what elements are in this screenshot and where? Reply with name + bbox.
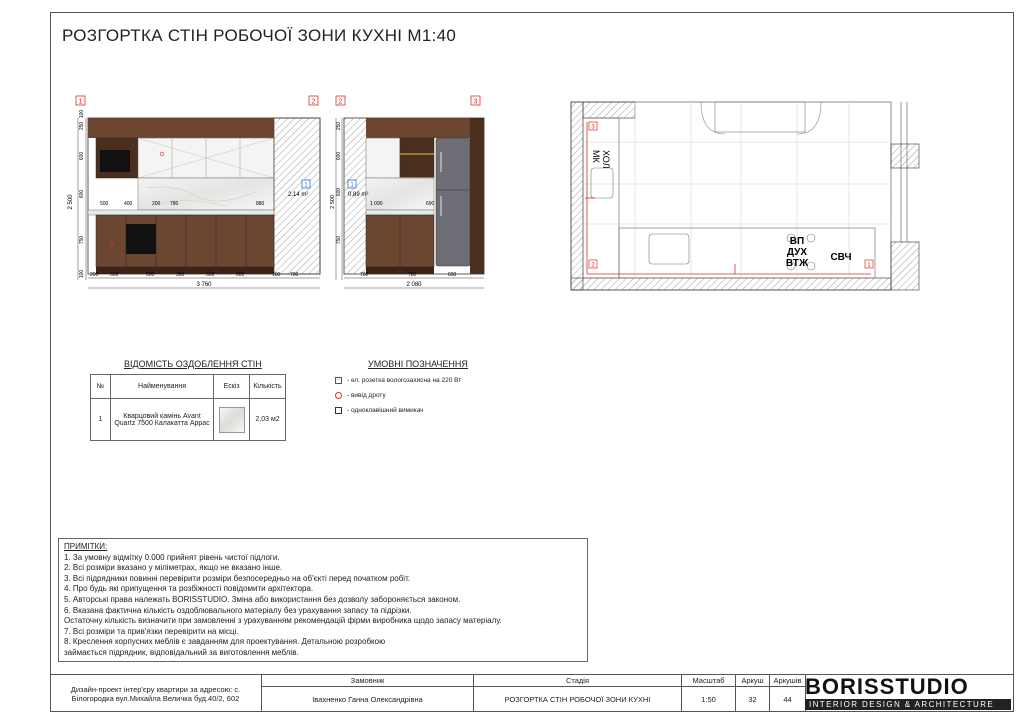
plan-marker: 2 [591, 262, 595, 269]
bottom-wall [571, 278, 891, 290]
inner-width-dim: 200 [152, 201, 161, 207]
scale-value: 1:50 [682, 687, 736, 712]
height-dim: 600 [79, 151, 85, 161]
bottom-width-dim: 700 [290, 272, 299, 278]
finish-area-value: 2.14 m² [288, 192, 309, 198]
note-line: 2. Всі розміри вказано у міліметрах, якщо не вказано інше. [64, 563, 283, 573]
brand-name: BORISSTUDIO [805, 674, 969, 699]
inner-width-dim: 690 [426, 201, 435, 207]
legend-item-label: - вивід дроту [347, 392, 386, 399]
row-name: Кварцовий камінь Avant Quartz 7500 Калакатта Аррас [110, 399, 213, 441]
built-in-oven [126, 224, 156, 254]
height-dim: 600 [336, 187, 342, 197]
plinth [366, 267, 434, 274]
total-width-dim: 3 760 [196, 282, 212, 288]
bottom-width-dim: 600 [236, 272, 245, 278]
marble-swatch-image [219, 407, 245, 433]
column [891, 144, 919, 168]
kitchen-floor-plan [565, 92, 927, 294]
col-header: № [91, 375, 111, 399]
legend-item [335, 388, 535, 403]
table-header-row [91, 375, 286, 399]
legend-item-label: - ел. розетка вологозахисна на 220 Вт [347, 377, 462, 384]
notes-title: ПРИМІТКИ: [64, 542, 108, 551]
customer-label: Замовник [262, 675, 474, 687]
note-line: 8. Креслення корпусних меблів є завданням для проектування. Детальною розробкою [64, 637, 386, 647]
switch-icon [335, 407, 342, 414]
legend-item [335, 403, 535, 418]
note-line: 4. Про будь які припущення та розбіжності повідомити архітектора. [64, 584, 314, 594]
page-title: РОЗГОРТКА СТІН РОБОЧОЇ ЗОНИ КУХНІ М1:40 [62, 26, 457, 45]
countertop [88, 210, 274, 215]
height-dim: 250 [336, 121, 342, 131]
label-mk: МК [591, 150, 601, 163]
total-width-dim: 2 080 [406, 282, 422, 288]
legend-item-label: - одноклавішний вимикач [347, 407, 424, 414]
upper-wood-panels [88, 118, 274, 138]
height-dim: 100 [79, 109, 85, 119]
bottom-width-dim: 600 [206, 272, 215, 278]
finish-tag-label: 1 [350, 182, 354, 189]
col-header: Найменування [110, 375, 213, 399]
right-wall [891, 242, 919, 290]
label-duh: ДУХ [786, 247, 808, 258]
inner-width-dim: 500 [100, 201, 109, 207]
inner-width-dim: 400 [124, 201, 133, 207]
finish-tag-label: 1 [304, 182, 308, 189]
plan-marker: 3 [591, 124, 595, 131]
note-line: займається підрядник, відповідальний за виготовлення меблів. [64, 647, 299, 657]
label-svch: СВЧ [830, 252, 852, 263]
height-dim: 750 [336, 235, 342, 245]
microwave [100, 150, 130, 172]
section-marker-label: 1 [78, 98, 83, 106]
sheet-number: 32 [736, 687, 770, 712]
elevation-b-drawing [330, 92, 490, 292]
stage-label: Стадія [474, 675, 682, 687]
label-hol: ХОЛ [601, 150, 611, 169]
sheets-total: 44 [770, 687, 806, 712]
open-shelf-cabinet [400, 138, 434, 178]
upper-wood-panels [366, 118, 484, 138]
section-marker-label: 3 [473, 98, 478, 106]
note-line: 7. Всі розміри та прив'язки перевірити на місці. [64, 626, 239, 636]
countertop [366, 210, 434, 215]
inner-width-dim: 780 [170, 201, 179, 207]
bottom-width-dim: 600 [146, 272, 155, 278]
finish-schedule-table [90, 374, 286, 441]
legend-item [335, 373, 535, 388]
row-sketch [214, 399, 250, 441]
left-wall [571, 102, 583, 290]
base-cabinets [96, 215, 274, 267]
section-marker-label: 2 [311, 98, 316, 106]
height-dim: 600 [336, 151, 342, 161]
height-dim: 750 [79, 235, 85, 245]
inner-width-dim: 880 [256, 201, 265, 207]
bottom-width-dim: 780 [408, 272, 417, 278]
sheet-label: Аркуш [736, 675, 770, 687]
height-dim: 600 [79, 189, 85, 199]
note-line: Остаточну кількість визначити при замовленні з урахуванням рекомендацій фірми виробника щодо запасу матеріалу. [64, 616, 502, 626]
inner-width-dim: 1 090 [370, 201, 383, 207]
label-vp: ВП [789, 236, 805, 247]
row-qty: 2,03 м2 [250, 399, 286, 441]
col-header: Ескіз [214, 375, 250, 399]
stage-value: РОЗГОРТКА СТІН РОБОЧОЇ ЗОНИ КУХНІ [474, 687, 682, 712]
brand-logo [805, 676, 1011, 710]
sheets-label: Аркушів [770, 675, 806, 687]
tall-cabinet-side [470, 118, 484, 274]
customer-name: Івахненко Ганна Олександрівна [262, 687, 474, 712]
table-row [91, 399, 286, 441]
legend-list [335, 373, 535, 418]
socket-icon: ·· [336, 377, 341, 383]
plinth [96, 267, 274, 274]
bottom-width-dim: 600 [110, 272, 119, 278]
wire-outlet-icon [335, 392, 342, 399]
upper-cabinet-white [366, 138, 400, 178]
height-total-label: 2 500 [68, 194, 74, 210]
elevation-a-drawing [66, 92, 328, 292]
col-header: Кількість [250, 375, 286, 399]
brand-tagline: INTERIOR DESIGN & ARCHITECTURE [805, 699, 1011, 710]
height-dim: 250 [79, 121, 85, 131]
note-line: 5. Авторські права належать BORISSTUDIO. Зміна або використання без дозволу забороняється законом. [64, 594, 461, 604]
bottom-width-dim: 360 [176, 272, 185, 278]
label-vtzh: ВТЖ [785, 258, 809, 269]
bottom-width-dim: 700 [360, 272, 369, 278]
scale-label: Масштаб [682, 675, 736, 687]
bottom-width-dim: 100 [272, 272, 281, 278]
row-number: 1 [91, 399, 111, 441]
plan-marker: 1 [867, 262, 871, 269]
note-line: 1. За умовну відмітку 0.000 прийнят рівень чистої підлоги. [64, 552, 280, 562]
height-dim: 100 [79, 269, 85, 279]
notes-block [58, 538, 588, 662]
section-marker-label: 2 [338, 98, 343, 106]
top-wall-fragment [583, 102, 635, 118]
bottom-width-dim: 600 [448, 272, 457, 278]
legend-title: УМОВНІ ПОЗНАЧЕННЯ [368, 359, 468, 369]
finish-schedule-title: ВІДОМІСТЬ ОЗДОБЛЕННЯ СТІН [124, 359, 262, 369]
height-total-label: 2 500 [330, 195, 336, 209]
note-line: 3. Всі підрядники повинні перевірити розміри безпосередньо на об'єкті перед початком робіт. [64, 573, 411, 583]
project-address: Дизайн-проект інтер'єру квартири за адресою: с. Білогородка вул.Михайла Величка буд.40/2, 602 [50, 675, 262, 712]
finish-area-value: 0.89 m² [348, 192, 369, 198]
bottom-width-dim: 200 [90, 272, 99, 278]
note-line: 6. Вказана фактична кількість оздоблювального матеріалу без урахування запасу та підрізки. [64, 605, 412, 615]
